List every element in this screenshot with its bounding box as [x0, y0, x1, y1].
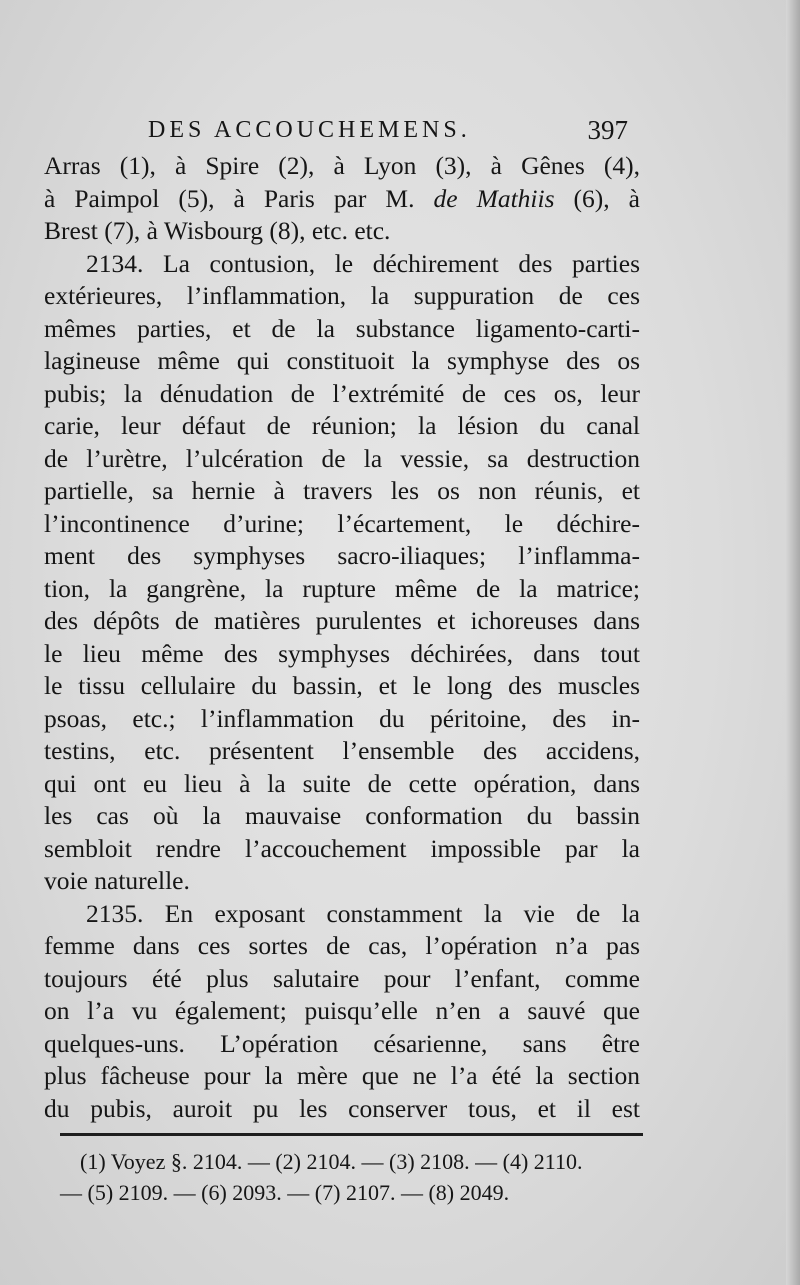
text-line: le lieu même des symphyses déchirées, dans tout	[44, 638, 640, 668]
text-segment: à Paimpol (5), à Paris par M.	[44, 183, 434, 213]
text-line: lagineuse même qui constituoit la symphyse des os	[44, 346, 640, 375]
text-line: le tissu cellulaire du bassin, et le long des muscles	[44, 671, 640, 700]
text-line: on l’a vu également; puisqu’elle n’en a sauvé que	[44, 996, 640, 1025]
paragraph-2135-start: 2135. En exposant constamment la vie de la	[86, 898, 640, 928]
running-head: DES ACCOUCHEMENS.	[148, 117, 471, 143]
text-line: ment des symphyses sacro-iliaques; l’inflamma-	[44, 541, 640, 570]
paragraph-2134-start: 2134. La contusion, le déchirement des parties	[86, 248, 640, 278]
text-line: du pubis, auroit pu les conserver tous, et il est	[44, 1093, 640, 1123]
text-line: plus fâcheuse pour la mère que ne l’a été la section	[44, 1061, 640, 1090]
text-line: quelques-uns. L’opération césarienne, sans être	[44, 1028, 640, 1058]
page-number: 397	[587, 115, 628, 145]
footnotes	[60, 1146, 640, 1208]
text-line: psoas, etc.; l’inflammation du péritoine, des in-	[44, 703, 640, 733]
text-line	[44, 183, 640, 216]
text-line: pubis; la dénudation de l’extrémité de ces os, leur	[44, 378, 640, 408]
body-text	[44, 150, 640, 1125]
text-line: femme dans ces sortes de cas, l’opération n’a pas	[44, 931, 640, 960]
text-line: des dépôts de matières purulentes et ichoreuses dans	[44, 606, 640, 635]
text-line: toujours été plus salutaire pour l’enfant, comme	[44, 963, 640, 993]
page-header	[148, 112, 628, 148]
text-line: Arras (1), à Spire (2), à Lyon (3), à Gênes (4),	[44, 151, 640, 180]
text-segment: (6), à	[554, 183, 640, 213]
text-line: les cas où la mauvaise conformation du bassin	[44, 801, 640, 830]
text-line: qui ont eu lieu à la suite de cette opération, dans	[44, 768, 640, 798]
text-line: testins, etc. présentent l’ensemble des accidens,	[44, 736, 640, 765]
text-line: partielle, sa hernie à travers les os non réunis, et	[44, 476, 640, 505]
page-edge-shadow	[786, 0, 800, 1285]
text-line: carie, leur défaut de réunion; la lésion du canal	[44, 411, 640, 440]
text-line: Brest (7), à Wisbourg (8), etc. etc.	[44, 216, 391, 245]
italic-name: de Mathiis	[433, 183, 555, 213]
footnote-rule	[60, 1133, 643, 1136]
text-line: extérieures, l’inflammation, la suppuration de ces	[44, 281, 640, 310]
text-line: mêmes parties, et de la substance ligamento-carti-	[44, 313, 640, 343]
text-line: l’incontinence d’urine; l’écartement, le déchire-	[44, 508, 640, 538]
footnote-line: (1) Voyez §. 2104. — (2) 2104. — (3) 2108. — (4) 2110.	[80, 1149, 583, 1174]
text-line: de l’urètre, l’ulcération de la vessie, sa destruction	[44, 443, 640, 473]
text-line: tion, la gangrène, la rupture même de la matrice;	[44, 573, 640, 603]
text-line: sembloit rendre l’accouchement impossible par la	[44, 833, 640, 863]
footnote-line: — (5) 2109. — (6) 2093. — (7) 2107. — (8) 2049.	[60, 1180, 510, 1205]
text-line: voie naturelle.	[44, 866, 190, 895]
